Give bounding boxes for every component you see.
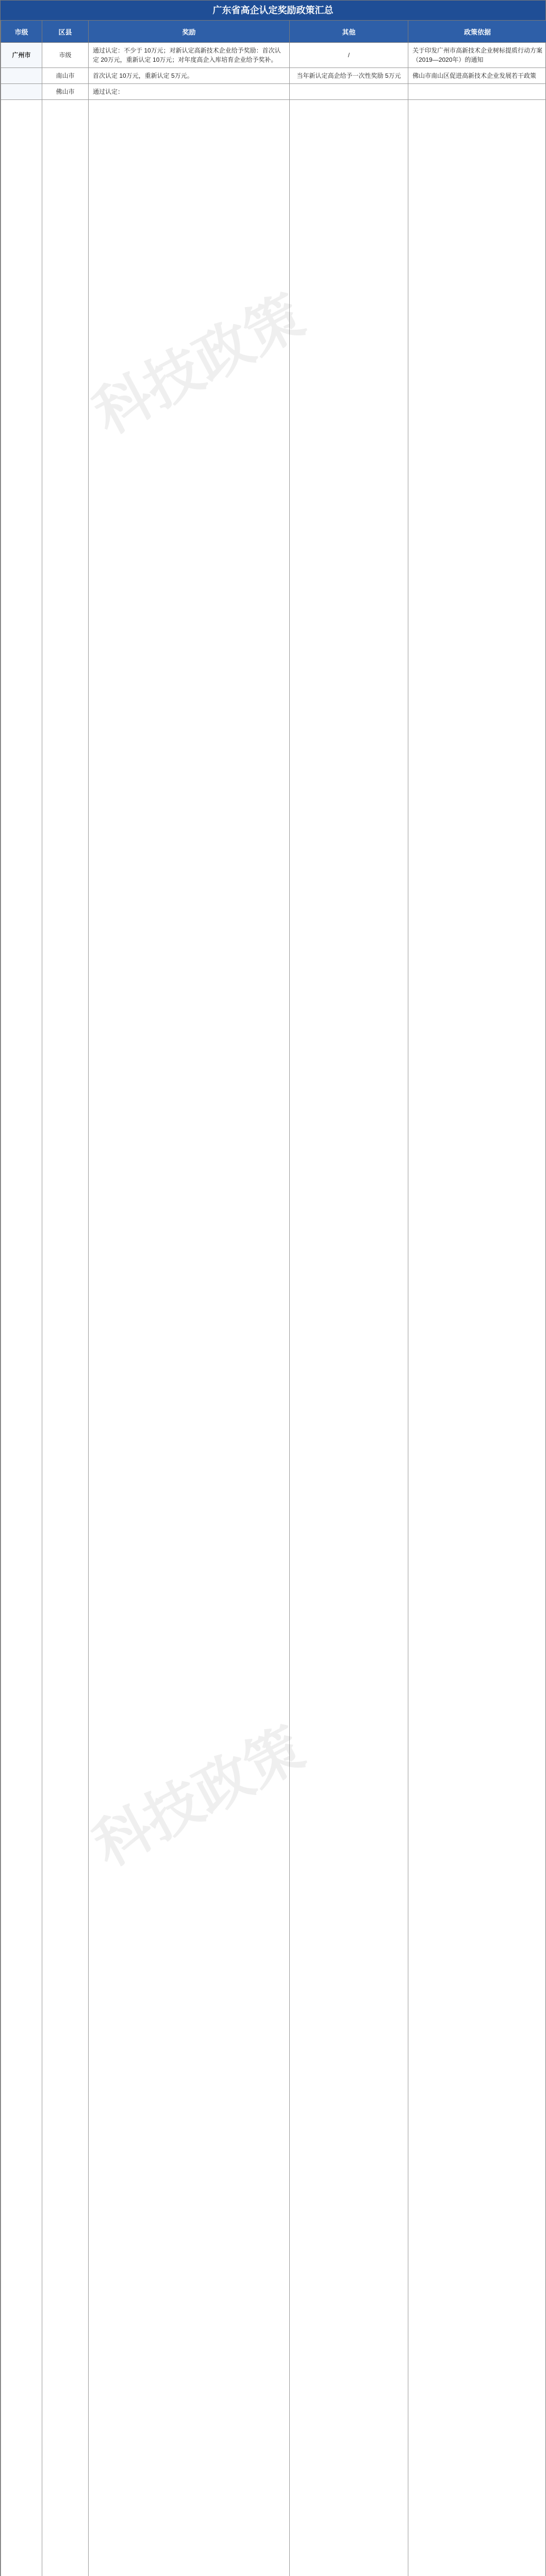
policy-cell — [408, 84, 546, 100]
header-other: 其他 — [290, 21, 408, 43]
table-row — [1, 68, 546, 84]
policy-cell: 佛山市南山区促进高新技术企业发展若干政策 — [408, 68, 546, 84]
empty-cell — [408, 100, 546, 2576]
empty-cell — [89, 100, 290, 2576]
subsidy-cell: 通过认定：不少于 10万元；对新认定高新技术企业给予奖励：首次认定 20万元，重新认定 10万元；对年度高企入库培育企业给予奖补。 — [89, 43, 290, 68]
watermark: 科技政策 — [84, 1716, 314, 1878]
header-subsidy: 奖励 — [89, 21, 290, 43]
region-cell — [1, 84, 42, 100]
other-cell: 当年新认定高企给予一次性奖励 5万元 — [290, 68, 408, 84]
table-row — [1, 84, 546, 100]
table-row — [1, 43, 546, 68]
subsidy-cell: 通过认定： — [89, 84, 290, 100]
header-policy: 政策依据 — [408, 21, 546, 43]
empty-cell — [42, 100, 89, 2576]
page-title: 广东省高企认定奖励政策汇总 — [1, 1, 545, 20]
other-cell — [290, 84, 408, 100]
subsidy-cell: 首次认定 10万元，重新认定 5万元。 — [89, 68, 290, 84]
table-body — [1, 43, 546, 2576]
empty-cell — [290, 100, 408, 2576]
table-continuation — [1, 100, 546, 2576]
watermark: 科技政策 — [84, 283, 314, 446]
region-cell — [1, 68, 42, 84]
district-cell: 市级 — [42, 43, 89, 68]
header-district: 区县 — [42, 21, 89, 43]
region-cell: 广州市 — [1, 43, 42, 68]
district-cell: 南山市 — [42, 68, 89, 84]
district-cell: 佛山市 — [42, 84, 89, 100]
table-header-row — [1, 21, 546, 43]
header-region: 市级 — [1, 21, 42, 43]
empty-cell — [1, 100, 42, 2576]
other-cell: / — [290, 43, 408, 68]
policy-table — [1, 20, 546, 2576]
policy-cell: 关于印发广州市高新技术企业树标提质行动方案（2019—2020年）的通知 — [408, 43, 546, 68]
